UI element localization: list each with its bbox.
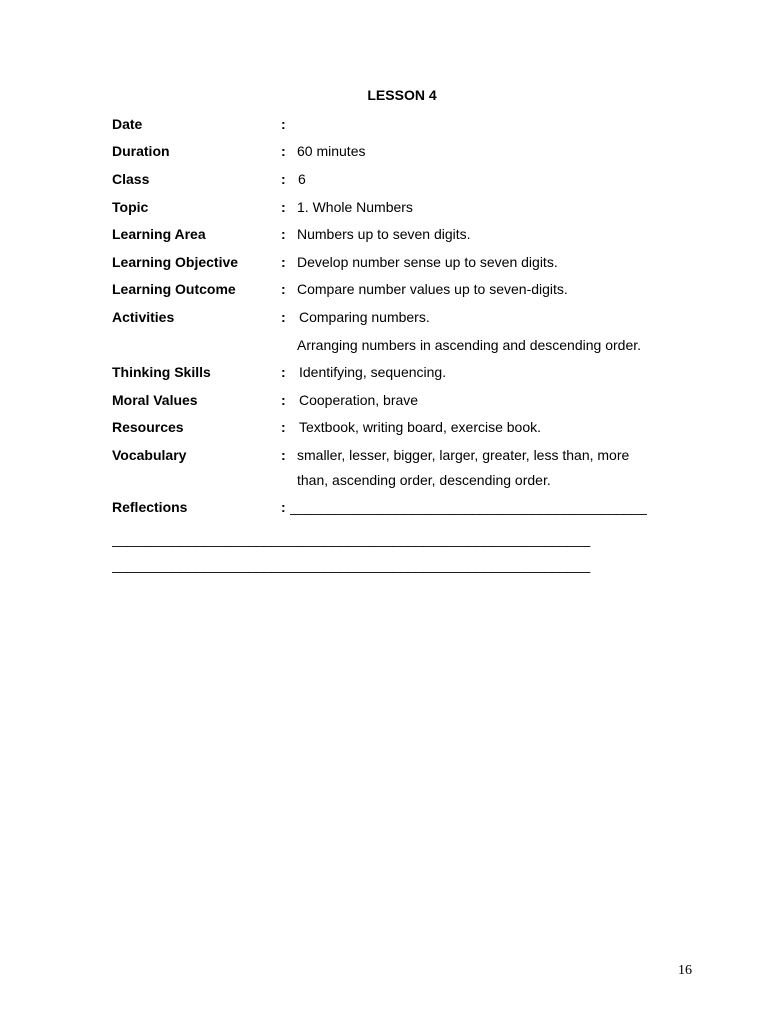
field-value: Identifying, sequencing. — [299, 364, 447, 380]
field-label: Moral Values — [112, 392, 198, 408]
field-label: Activities — [112, 309, 175, 325]
field-label: Class — [112, 171, 150, 187]
field-label: Learning Objective — [112, 254, 239, 270]
reflections-line-1: _______________________________________________ — [290, 499, 647, 515]
field-value: smaller, lesser, bigger, larger, greater, less than, more — [297, 447, 630, 463]
field-colon: : — [281, 447, 286, 463]
field-label: Reflections — [112, 499, 188, 515]
lesson-title: LESSON 4 — [367, 87, 437, 103]
field-colon: : — [281, 199, 286, 215]
field-colon: : — [281, 171, 286, 187]
field-label: Duration — [112, 143, 170, 159]
field-colon: : — [281, 254, 286, 270]
reflections-line-2: _______________________________________________________________ — [112, 531, 590, 547]
field-value: Numbers up to seven digits. — [297, 226, 471, 242]
page-number: 16 — [678, 963, 692, 978]
field-colon: : — [281, 392, 286, 408]
field-colon: : — [281, 419, 286, 435]
field-value: Cooperation, brave — [299, 392, 419, 408]
field-colon: : — [281, 143, 286, 159]
reflections-line-3: _______________________________________________________________ — [112, 557, 590, 573]
field-value: Textbook, writing board, exercise book. — [299, 419, 542, 435]
field-label: Resources — [112, 419, 184, 435]
field-colon: : — [281, 499, 286, 515]
field-label: Vocabulary — [112, 447, 187, 463]
field-value: 6 — [298, 171, 306, 187]
field-label: Learning Outcome — [112, 281, 236, 297]
field-colon: : — [281, 226, 286, 242]
field-colon: : — [281, 281, 286, 297]
field-value: 60 minutes — [297, 143, 366, 159]
field-colon: : — [281, 116, 286, 132]
field-label: Topic — [112, 199, 149, 215]
field-vocabulary-continuation: than, ascending order, descending order. — [297, 472, 551, 488]
field-label: Learning Area — [112, 226, 206, 242]
field-colon: : — [281, 364, 286, 380]
field-value: Comparing numbers. — [299, 309, 430, 325]
field-activities-continuation: Arranging numbers in ascending and descending order. — [297, 337, 642, 353]
field-value: Develop number sense up to seven digits. — [297, 254, 558, 270]
field-colon: : — [281, 309, 286, 325]
field-value: Compare number values up to seven-digits. — [297, 281, 568, 297]
field-label: Date — [112, 116, 143, 132]
field-value: 1. Whole Numbers — [297, 199, 413, 215]
field-label: Thinking Skills — [112, 364, 211, 380]
